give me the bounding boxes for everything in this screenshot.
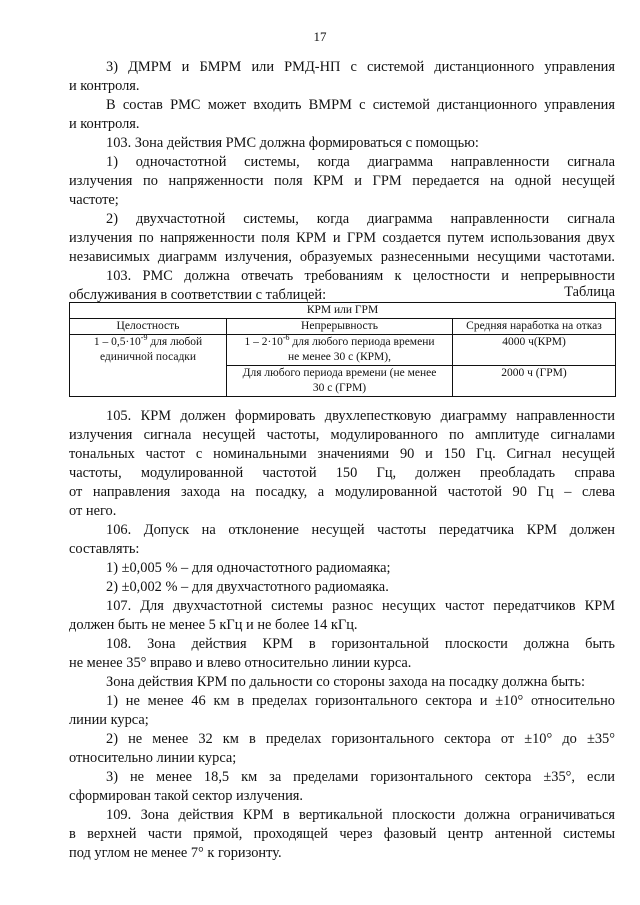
- page-number: 17: [313, 29, 327, 44]
- table-group-header: КРМ или ГРМ: [70, 303, 616, 319]
- text-line: 2) не менее 32 км в пределах горизонтального сектора от ±10° до ±35°: [106, 731, 615, 747]
- continuity-value: Для любого периода времени (не менее: [242, 367, 437, 379]
- text-line: составлять:: [69, 541, 140, 557]
- text-line: 107. Для двухчастотной системы разнос несущих частот передатчиков КРМ: [106, 598, 615, 614]
- continuity-value-line2: не менее 30 с (КРМ),: [288, 351, 391, 363]
- text-line: 1) одночастотной системы, когда диаграмма направленности сигнала: [106, 154, 615, 170]
- text-line: от направления захода на посадку, а модулированной частотой 90 Гц – слева: [69, 484, 615, 500]
- text-line: 3) не менее 18,5 км за пределами горизонтального сектора ±35°, если: [106, 769, 615, 785]
- text-line: 105. КРМ должен формировать двухлепестковую диаграмму направленности: [106, 408, 615, 424]
- table-header-row: [70, 303, 616, 319]
- column-header-integrity: Целостность: [70, 319, 227, 335]
- integrity-value-tail: для любой: [147, 336, 203, 348]
- table-caption: Таблица: [564, 284, 615, 300]
- mtbf-cell: 4000 ч(КРМ): [453, 335, 616, 366]
- text-line: 103. РМС должна отвечать требованиям к целостности и непрерывности: [106, 268, 615, 284]
- reliability-table: [69, 302, 616, 397]
- text-line: независимых диаграмм излучения, образуемых разнесенными несущими частотами.: [69, 249, 615, 265]
- continuity-value-tail: для любого периода времени: [289, 336, 435, 348]
- table-row: [70, 335, 616, 366]
- integrity-cell: [70, 335, 227, 397]
- mtbf-cell: 2000 ч (ГРМ): [453, 366, 616, 397]
- text-line: в верхней части прямой, проходящей через фазовый центр антенной системы: [69, 826, 615, 842]
- text-line: частоты, модулированной частотой 150 Гц, должен преобладать справа: [69, 465, 615, 481]
- text-line: 108. Зона действия КРМ в горизонтальной плоскости должна быть: [106, 636, 615, 652]
- text-line: тональных частот с номинальными значениями 90 и 150 Гц. Сигнал несущей: [69, 446, 615, 462]
- integrity-exponent: -9: [140, 333, 148, 343]
- integrity-value: 1 – 0,5·10: [93, 336, 141, 348]
- continuity-cell: [227, 366, 453, 397]
- column-header-mtbf: Средняя наработка на отказ: [453, 319, 616, 335]
- text-line: 106. Допуск на отклонение несущей частоты передатчика КРМ должен: [106, 522, 615, 538]
- integrity-value-line2: единичной посадки: [99, 351, 197, 363]
- text-line: 2) двухчастотной системы, когда диаграмма направленности сигнала: [106, 211, 615, 227]
- text-line: обслуживания в соответствии с таблицей:: [69, 287, 327, 303]
- text-line: должен быть не менее 5 кГц и не более 14 кГц.: [69, 617, 358, 633]
- text-line: В состав РМС может входить ВМРМ с системой дистанционного управления: [106, 97, 615, 113]
- text-line: не менее 35° вправо и влево относительно линии курса.: [69, 655, 412, 671]
- text-line: частоте;: [69, 192, 119, 208]
- text-line: 103. Зона действия РМС должна формироваться с помощью:: [106, 135, 479, 151]
- text-line: относительно линии курса;: [69, 750, 237, 766]
- text-line: излучения по напряженности поля КРМ и ГРМ передается на одной несущей: [69, 173, 615, 189]
- text-line: 1) не менее 46 км в пределах горизонтального сектора и ±10° относительно: [106, 693, 615, 709]
- text-line: под углом не менее 7° к горизонту.: [69, 845, 282, 861]
- continuity-cell: [227, 335, 453, 366]
- table-header-row: [70, 319, 616, 335]
- continuity-value: 1 – 2·10: [244, 336, 283, 348]
- text-line: линии курса;: [69, 712, 149, 728]
- text-line: излучения по напряженности поля КРМ и ГРМ создается путем использования двух: [69, 230, 615, 246]
- text-line: от него.: [69, 503, 117, 519]
- text-line: Зона действия КРМ по дальности со стороны захода на посадку должна быть:: [106, 674, 585, 690]
- continuity-value-line2: 30 с (ГРМ): [312, 382, 367, 394]
- text-line: 2) ±0,002 % – для двухчастотного радиомаяка.: [106, 579, 389, 595]
- column-header-continuity: Непрерывность: [227, 319, 453, 335]
- text-line: излучения сигнала несущей частоты, модулированного по амплитуде сигналами: [69, 427, 615, 443]
- text-line: 1) ±0,005 % – для одночастотного радиомаяка;: [106, 560, 391, 576]
- text-line: сформирован такой сектор излучения.: [69, 788, 304, 804]
- text-line: 3) ДМРМ и БМРМ или РМД-НП с системой дистанционного управления: [106, 59, 615, 75]
- continuity-exponent: -6: [282, 333, 290, 343]
- text-line: и контроля.: [69, 116, 140, 132]
- text-line: 109. Зона действия КРМ в вертикальной плоскости должна ограничиваться: [106, 807, 615, 823]
- text-line: и контроля.: [69, 78, 140, 94]
